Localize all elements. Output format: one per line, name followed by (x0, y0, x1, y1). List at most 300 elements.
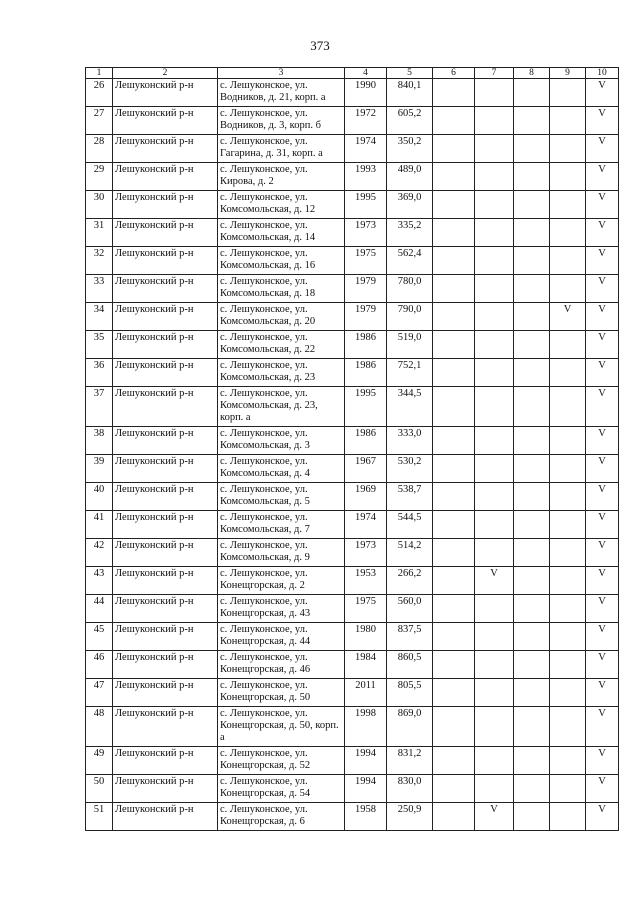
address-cell: с. Лешуконское, ул. Конещгорская, д. 43 (218, 595, 345, 623)
col7-cell (475, 595, 514, 623)
district-cell: Лешуконский р-н (113, 595, 218, 623)
col9-cell (550, 455, 586, 483)
table-row (86, 567, 619, 595)
district-cell: Лешуконский р-н (113, 219, 218, 247)
area-cell: 860,5 (387, 651, 433, 679)
row-number-cell: 26 (86, 79, 113, 107)
col10-cell: V (586, 163, 619, 191)
col9-cell (550, 707, 586, 747)
district-cell: Лешуконский р-н (113, 275, 218, 303)
table-row (86, 331, 619, 359)
col9-cell (550, 651, 586, 679)
col6-cell (433, 747, 475, 775)
address-cell: с. Лешуконское, ул. Конещгорская, д. 2 (218, 567, 345, 595)
area-cell: 560,0 (387, 595, 433, 623)
district-cell: Лешуконский р-н (113, 707, 218, 747)
area-cell: 250,9 (387, 803, 433, 831)
col7-cell (475, 679, 514, 707)
col7-cell (475, 219, 514, 247)
area-cell: 837,5 (387, 623, 433, 651)
year-cell: 1995 (345, 191, 387, 219)
address-cell: с. Лешуконское, ул. Водников, д. 21, корп. а (218, 79, 345, 107)
col8-cell (514, 303, 550, 331)
column-header: 4 (345, 68, 387, 79)
col6-cell (433, 135, 475, 163)
row-number-cell: 27 (86, 107, 113, 135)
col8-cell (514, 191, 550, 219)
col10-cell: V (586, 359, 619, 387)
col8-cell (514, 483, 550, 511)
row-number-cell: 46 (86, 651, 113, 679)
year-cell: 1974 (345, 511, 387, 539)
col10-cell: V (586, 567, 619, 595)
col8-cell (514, 79, 550, 107)
col6-cell (433, 191, 475, 219)
address-cell: с. Лешуконское, ул. Комсомольская, д. 4 (218, 455, 345, 483)
table-row (86, 427, 619, 455)
district-cell: Лешуконский р-н (113, 247, 218, 275)
col7-cell (475, 427, 514, 455)
row-number-cell: 39 (86, 455, 113, 483)
col10-cell: V (586, 539, 619, 567)
address-cell: с. Лешуконское, ул. Конещгорская, д. 44 (218, 623, 345, 651)
col7-cell (475, 511, 514, 539)
table-row (86, 135, 619, 163)
year-cell: 1972 (345, 107, 387, 135)
table-row (86, 539, 619, 567)
col9-cell (550, 623, 586, 651)
area-cell: 752,1 (387, 359, 433, 387)
col10-cell: V (586, 191, 619, 219)
col8-cell (514, 623, 550, 651)
col6-cell (433, 567, 475, 595)
year-cell: 1958 (345, 803, 387, 831)
address-cell: с. Лешуконское, ул. Комсомольская, д. 14 (218, 219, 345, 247)
area-cell: 514,2 (387, 539, 433, 567)
row-number-cell: 31 (86, 219, 113, 247)
district-cell: Лешуконский р-н (113, 651, 218, 679)
housing-registry-table (85, 67, 619, 831)
col7-cell (475, 775, 514, 803)
col8-cell (514, 511, 550, 539)
area-cell: 530,2 (387, 455, 433, 483)
table-row (86, 107, 619, 135)
col6-cell (433, 775, 475, 803)
area-cell: 335,2 (387, 219, 433, 247)
area-cell: 869,0 (387, 707, 433, 747)
address-cell: с. Лешуконское, ул. Комсомольская, д. 16 (218, 247, 345, 275)
col7-cell (475, 135, 514, 163)
col9-cell (550, 427, 586, 455)
col7-cell (475, 331, 514, 359)
address-cell: с. Лешуконское, ул. Конещгорская, д. 50 (218, 679, 345, 707)
area-cell: 840,1 (387, 79, 433, 107)
district-cell: Лешуконский р-н (113, 623, 218, 651)
col10-cell: V (586, 275, 619, 303)
col7-cell (475, 303, 514, 331)
row-number-cell: 47 (86, 679, 113, 707)
year-cell: 1994 (345, 775, 387, 803)
col7-cell (475, 247, 514, 275)
district-cell: Лешуконский р-н (113, 775, 218, 803)
col6-cell (433, 539, 475, 567)
col8-cell (514, 275, 550, 303)
area-cell: 830,0 (387, 775, 433, 803)
table-row (86, 651, 619, 679)
address-cell: с. Лешуконское, ул. Гагарина, д. 31, корп. а (218, 135, 345, 163)
address-cell: с. Лешуконское, ул. Конещгорская, д. 50, корп. а (218, 707, 345, 747)
col8-cell (514, 387, 550, 427)
col9-cell (550, 595, 586, 623)
area-cell: 350,2 (387, 135, 433, 163)
page-number: 373 (310, 38, 330, 53)
col7-cell (475, 651, 514, 679)
area-cell: 831,2 (387, 747, 433, 775)
col6-cell (433, 219, 475, 247)
year-cell: 2011 (345, 679, 387, 707)
district-cell: Лешуконский р-н (113, 455, 218, 483)
address-cell: с. Лешуконское, ул. Комсомольская, д. 12 (218, 191, 345, 219)
col8-cell (514, 679, 550, 707)
col7-cell (475, 455, 514, 483)
district-cell: Лешуконский р-н (113, 539, 218, 567)
address-cell: с. Лешуконское, ул. Водников, д. 3, корп. б (218, 107, 345, 135)
col6-cell (433, 107, 475, 135)
year-cell: 1979 (345, 303, 387, 331)
col9-cell (550, 247, 586, 275)
col10-cell: V (586, 387, 619, 427)
col8-cell (514, 427, 550, 455)
row-number-cell: 50 (86, 775, 113, 803)
col10-cell: V (586, 775, 619, 803)
year-cell: 1975 (345, 247, 387, 275)
col10-cell: V (586, 427, 619, 455)
col9-cell (550, 331, 586, 359)
row-number-cell: 33 (86, 275, 113, 303)
col9-cell (550, 747, 586, 775)
col8-cell (514, 331, 550, 359)
col10-cell: V (586, 219, 619, 247)
row-number-cell: 48 (86, 707, 113, 747)
table-row (86, 163, 619, 191)
col9-cell (550, 163, 586, 191)
district-cell: Лешуконский р-н (113, 163, 218, 191)
row-number-cell: 28 (86, 135, 113, 163)
col8-cell (514, 539, 550, 567)
col6-cell (433, 275, 475, 303)
year-cell: 1973 (345, 219, 387, 247)
col7-cell (475, 483, 514, 511)
column-header: 3 (218, 68, 345, 79)
table-row (86, 303, 619, 331)
area-cell: 790,0 (387, 303, 433, 331)
col9-cell (550, 567, 586, 595)
year-cell: 1994 (345, 747, 387, 775)
col7-cell (475, 275, 514, 303)
col7-cell (475, 163, 514, 191)
area-cell: 538,7 (387, 483, 433, 511)
year-cell: 1986 (345, 331, 387, 359)
col7-cell (475, 539, 514, 567)
district-cell: Лешуконский р-н (113, 483, 218, 511)
table-row (86, 775, 619, 803)
year-cell: 1990 (345, 79, 387, 107)
year-cell: 1980 (345, 623, 387, 651)
col7-cell (475, 707, 514, 747)
row-number-cell: 37 (86, 387, 113, 427)
col6-cell (433, 803, 475, 831)
col9-cell (550, 79, 586, 107)
col9-cell (550, 483, 586, 511)
district-cell: Лешуконский р-н (113, 387, 218, 427)
column-header: 1 (86, 68, 113, 79)
col8-cell (514, 803, 550, 831)
column-header: 6 (433, 68, 475, 79)
col10-cell: V (586, 651, 619, 679)
table-row (86, 511, 619, 539)
address-cell: с. Лешуконское, ул. Комсомольская, д. 5 (218, 483, 345, 511)
col8-cell (514, 359, 550, 387)
row-number-cell: 35 (86, 331, 113, 359)
year-cell: 1986 (345, 359, 387, 387)
col8-cell (514, 747, 550, 775)
col8-cell (514, 707, 550, 747)
row-number-cell: 32 (86, 247, 113, 275)
table-row (86, 803, 619, 831)
year-cell: 1973 (345, 539, 387, 567)
row-number-cell: 44 (86, 595, 113, 623)
address-cell: с. Лешуконское, ул. Комсомольская, д. 20 (218, 303, 345, 331)
col6-cell (433, 247, 475, 275)
col8-cell (514, 651, 550, 679)
table-row (86, 455, 619, 483)
area-cell: 333,0 (387, 427, 433, 455)
col6-cell (433, 623, 475, 651)
table-row (86, 623, 619, 651)
col6-cell (433, 679, 475, 707)
column-header: 5 (387, 68, 433, 79)
col10-cell: V (586, 483, 619, 511)
table-row (86, 247, 619, 275)
area-cell: 266,2 (387, 567, 433, 595)
address-cell: с. Лешуконское, ул. Комсомольская, д. 22 (218, 331, 345, 359)
table-row (86, 707, 619, 747)
col10-cell: V (586, 511, 619, 539)
col10-cell: V (586, 107, 619, 135)
address-cell: с. Лешуконское, ул. Конещгорская, д. 52 (218, 747, 345, 775)
col7-cell (475, 623, 514, 651)
col10-cell: V (586, 331, 619, 359)
col10-cell: V (586, 707, 619, 747)
row-number-cell: 45 (86, 623, 113, 651)
year-cell: 1967 (345, 455, 387, 483)
col8-cell (514, 595, 550, 623)
table-row (86, 191, 619, 219)
col6-cell (433, 387, 475, 427)
col10-cell: V (586, 303, 619, 331)
district-cell: Лешуконский р-н (113, 747, 218, 775)
col6-cell (433, 163, 475, 191)
col6-cell (433, 79, 475, 107)
col9-cell (550, 775, 586, 803)
address-cell: с. Лешуконское, ул. Конещгорская, д. 54 (218, 775, 345, 803)
col7-cell (475, 191, 514, 219)
row-number-cell: 49 (86, 747, 113, 775)
col10-cell: V (586, 747, 619, 775)
address-cell: с. Лешуконское, ул. Кирова, д. 2 (218, 163, 345, 191)
row-number-cell: 36 (86, 359, 113, 387)
col8-cell (514, 455, 550, 483)
col10-cell: V (586, 595, 619, 623)
year-cell: 1974 (345, 135, 387, 163)
col7-cell (475, 107, 514, 135)
district-cell: Лешуконский р-н (113, 359, 218, 387)
district-cell: Лешуконский р-н (113, 303, 218, 331)
col8-cell (514, 567, 550, 595)
address-cell: с. Лешуконское, ул. Конещгорская, д. 6 (218, 803, 345, 831)
col8-cell (514, 163, 550, 191)
col10-cell: V (586, 803, 619, 831)
col8-cell (514, 775, 550, 803)
col9-cell (550, 107, 586, 135)
address-cell: с. Лешуконское, ул. Конещгорская, д. 46 (218, 651, 345, 679)
table-row (86, 595, 619, 623)
col8-cell (514, 247, 550, 275)
table-row (86, 219, 619, 247)
row-number-cell: 42 (86, 539, 113, 567)
column-number-row (86, 68, 619, 79)
table-row (86, 275, 619, 303)
col9-cell (550, 219, 586, 247)
area-cell: 805,5 (387, 679, 433, 707)
col9-cell (550, 803, 586, 831)
table-row (86, 483, 619, 511)
year-cell: 1979 (345, 275, 387, 303)
district-cell: Лешуконский р-н (113, 107, 218, 135)
address-cell: с. Лешуконское, ул. Комсомольская, д. 9 (218, 539, 345, 567)
col6-cell (433, 483, 475, 511)
col9-cell (550, 387, 586, 427)
row-number-cell: 34 (86, 303, 113, 331)
col6-cell (433, 511, 475, 539)
table-row (86, 359, 619, 387)
col8-cell (514, 107, 550, 135)
area-cell: 519,0 (387, 331, 433, 359)
area-cell: 344,5 (387, 387, 433, 427)
area-cell: 369,0 (387, 191, 433, 219)
table-body (86, 79, 619, 831)
area-cell: 544,5 (387, 511, 433, 539)
address-cell: с. Лешуконское, ул. Комсомольская, д. 23, корп. а (218, 387, 345, 427)
column-header: 9 (550, 68, 586, 79)
col6-cell (433, 359, 475, 387)
row-number-cell: 30 (86, 191, 113, 219)
col9-cell: V (550, 303, 586, 331)
table-row (86, 387, 619, 427)
year-cell: 1975 (345, 595, 387, 623)
table-row (86, 747, 619, 775)
district-cell: Лешуконский р-н (113, 427, 218, 455)
address-cell: с. Лешуконское, ул. Комсомольская, д. 23 (218, 359, 345, 387)
col10-cell: V (586, 623, 619, 651)
col9-cell (550, 539, 586, 567)
table-row (86, 79, 619, 107)
col7-cell (475, 747, 514, 775)
col6-cell (433, 651, 475, 679)
year-cell: 1995 (345, 387, 387, 427)
col7-cell: V (475, 567, 514, 595)
year-cell: 1984 (345, 651, 387, 679)
col10-cell: V (586, 135, 619, 163)
table-row (86, 679, 619, 707)
year-cell: 1986 (345, 427, 387, 455)
district-cell: Лешуконский р-н (113, 331, 218, 359)
col8-cell (514, 135, 550, 163)
column-header: 10 (586, 68, 619, 79)
col9-cell (550, 679, 586, 707)
district-cell: Лешуконский р-н (113, 803, 218, 831)
col10-cell: V (586, 247, 619, 275)
year-cell: 1993 (345, 163, 387, 191)
district-cell: Лешуконский р-н (113, 567, 218, 595)
year-cell: 1969 (345, 483, 387, 511)
address-cell: с. Лешуконское, ул. Комсомольская, д. 3 (218, 427, 345, 455)
col9-cell (550, 275, 586, 303)
row-number-cell: 43 (86, 567, 113, 595)
row-number-cell: 38 (86, 427, 113, 455)
row-number-cell: 51 (86, 803, 113, 831)
col10-cell: V (586, 679, 619, 707)
col7-cell (475, 387, 514, 427)
col8-cell (514, 219, 550, 247)
year-cell: 1998 (345, 707, 387, 747)
row-number-cell: 41 (86, 511, 113, 539)
area-cell: 489,0 (387, 163, 433, 191)
address-cell: с. Лешуконское, ул. Комсомольская, д. 18 (218, 275, 345, 303)
area-cell: 780,0 (387, 275, 433, 303)
col6-cell (433, 303, 475, 331)
col7-cell: V (475, 803, 514, 831)
col7-cell (475, 79, 514, 107)
col9-cell (550, 359, 586, 387)
col6-cell (433, 331, 475, 359)
col6-cell (433, 707, 475, 747)
col6-cell (433, 595, 475, 623)
col6-cell (433, 455, 475, 483)
col10-cell: V (586, 455, 619, 483)
column-header: 7 (475, 68, 514, 79)
address-cell: с. Лешуконское, ул. Комсомольская, д. 7 (218, 511, 345, 539)
district-cell: Лешуконский р-н (113, 511, 218, 539)
column-header: 2 (113, 68, 218, 79)
col9-cell (550, 511, 586, 539)
col9-cell (550, 191, 586, 219)
col9-cell (550, 135, 586, 163)
row-number-cell: 29 (86, 163, 113, 191)
district-cell: Лешуконский р-н (113, 191, 218, 219)
district-cell: Лешуконский р-н (113, 79, 218, 107)
year-cell: 1953 (345, 567, 387, 595)
column-header: 8 (514, 68, 550, 79)
district-cell: Лешуконский р-н (113, 679, 218, 707)
row-number-cell: 40 (86, 483, 113, 511)
area-cell: 562,4 (387, 247, 433, 275)
col6-cell (433, 427, 475, 455)
col10-cell: V (586, 79, 619, 107)
area-cell: 605,2 (387, 107, 433, 135)
district-cell: Лешуконский р-н (113, 135, 218, 163)
col7-cell (475, 359, 514, 387)
